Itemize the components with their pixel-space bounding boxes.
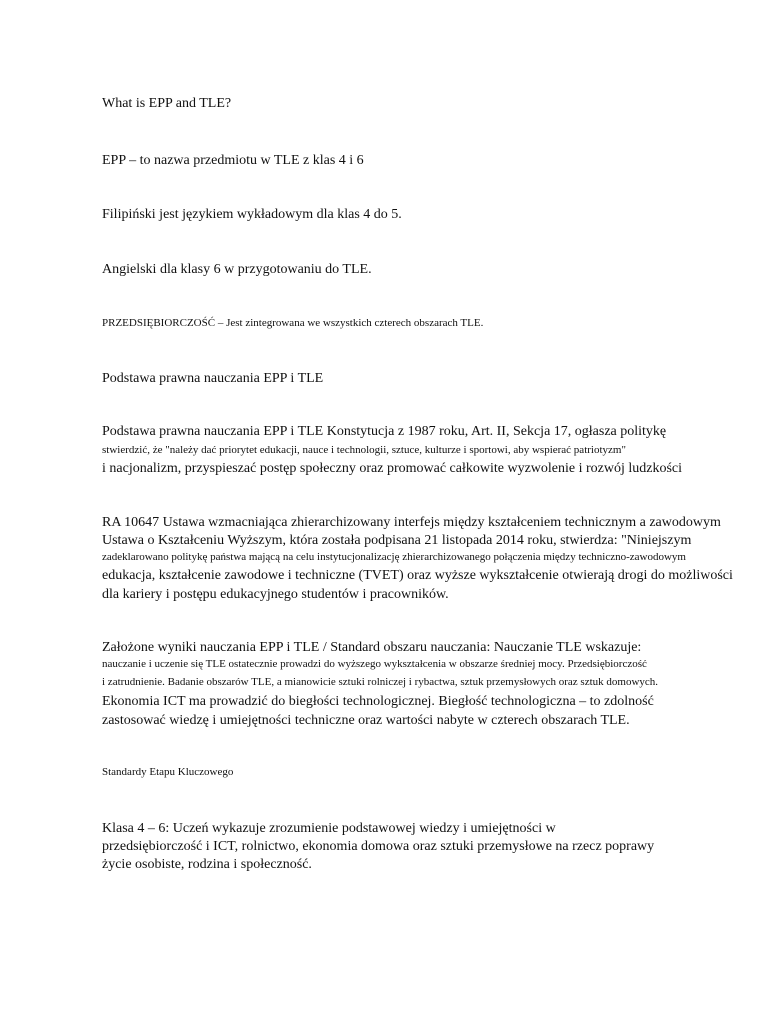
legal-basis-heading: Podstawa prawna nauczania EPP i TLE [102,371,324,386]
entrepreneurship-line: PRZEDSIĘBIORCZOŚĆ – Jest zintegrowana we wszystkich czterech obszarach TLE. [102,317,484,329]
legal-line: stwierdzić, że "należy dać priorytet edukacji, nauce i technologii, sztuce, kulturze i sportowi, aby wspierać patriotyzm" [102,444,626,456]
legal-line: Podstawa prawna nauczania EPP i TLE Konstytucja z 1987 roku, Art. II, Sekcja 17, ogłasza politykę [102,424,667,439]
ra-line: edukacja, kształcenie zawodowe i techniczne (TVET) oraz wyższe wykształcenie otwierają drogi do możliwości [102,568,733,583]
legal-line: i nacjonalizm, przyspieszać postęp społeczny oraz promować całkowite wyzwolenie i rozwój ludzkości [102,461,683,476]
outcomes-line: Założone wyniki nauczania EPP i TLE / Standard obszaru nauczania: Nauczanie TLE wskazuje: [102,640,642,655]
outcomes-line: i zatrudnienie. Badanie obszarów TLE, a mianowicie sztuki rolniczej i rybactwa, sztuk przemysłowych oraz sztuk domowych. [102,676,659,688]
epp-definition: EPP – to nazwa przedmiotu w TLE z klas 4 i 6 [102,153,364,168]
grade-line: życie osobiste, rodzina i społeczność. [102,857,312,872]
ra-line: zadeklarowano politykę państwa mającą na celu instytucjonalizację zhierarchizowanego połączenia między techniczno-zawodowym [102,551,686,563]
key-stage-standards-heading: Standardy Etapu Kluczowego [102,766,234,778]
question-heading: What is EPP and TLE? [102,96,232,111]
ra-line: dla kariery i postępu edukacyjnego studentów i pracowników. [102,587,449,602]
outcomes-line: nauczanie i uczenie się TLE ostatecznie prowadzi do wyższego wykształcenia w obszarze średniej mocy. Przedsiębiorczość [102,658,647,670]
ra-line: RA 10647 Ustawa wzmacniająca zhierarchizowany interfejs między kształceniem technicznym a zawodowym [102,515,721,530]
ra-line: Ustawa o Kształceniu Wyższym, która została podpisana 21 listopada 2014 roku, stwierdza: "Niniejszym [102,533,692,548]
outcomes-line: Ekonomia ICT ma prowadzić do biegłości technologicznej. Biegłość technologiczna – to zdolność [102,694,654,709]
outcomes-line: zastosować wiedzę i umiejętności techniczne oraz wartości nabyte w czterech obszarach TLE. [102,713,630,728]
filipino-line: Filipiński jest językiem wykładowym dla klas 4 do 5. [102,207,402,222]
english-line: Angielski dla klasy 6 w przygotowaniu do TLE. [102,262,372,277]
grade-line: przedsiębiorczość i ICT, rolnictwo, ekonomia domowa oraz sztuki przemysłowe na rzecz poprawy [102,839,655,854]
grade-line: Klasa 4 – 6: Uczeń wykazuje zrozumienie podstawowej wiedzy i umiejętności w [102,821,556,836]
